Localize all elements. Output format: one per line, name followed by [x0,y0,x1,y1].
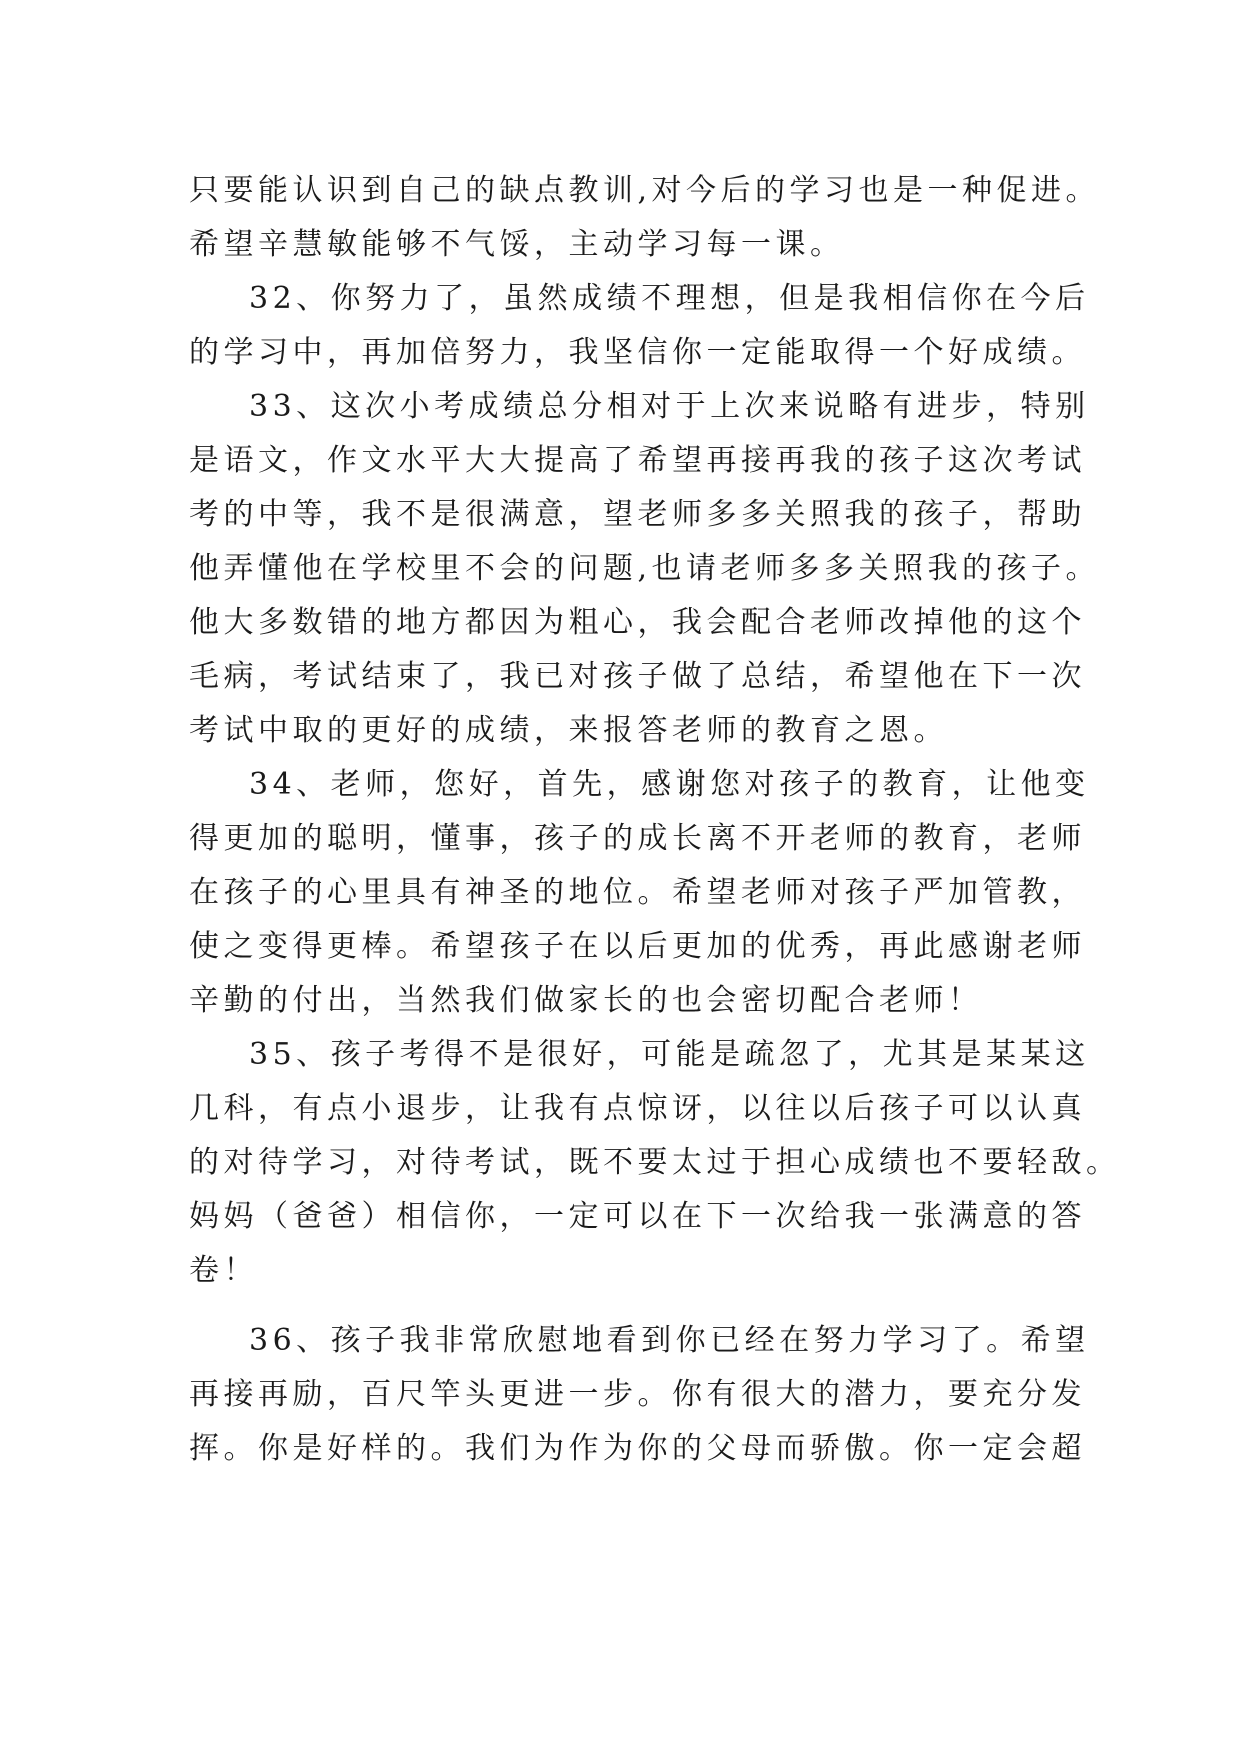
text-line: 妈妈（爸爸）相信你，一定可以在下一次给我一张满意的答 [189,1199,1086,1234]
text-line: 考的中等，我不是很满意，望老师多多关照我的孩子，帮助 [189,497,1086,532]
text-line: 得更加的聪明，懂事，孩子的成长离不开老师的教育，老师 [189,821,1086,856]
paragraph-32-start: 32、你努力了，虽然成绩不理想，但是我相信你在今后 [249,281,1090,316]
text-line: 是语文，作文水平大大提高了希望再接再我的孩子这次考试 [189,443,1086,478]
text-line: 挥。你是好样的。我们为作为你的父母而骄傲。你一定会超 [189,1431,1086,1466]
paragraph-36-start: 36、孩子我非常欣慰地看到你已经在努力学习了。希望 [249,1323,1090,1358]
text-line: 再接再励，百尺竿头更进一步。你有很大的潜力，要充分发 [189,1377,1086,1412]
text-line: 的对待学习，对待考试，既不要太过于担心成绩也不要轻敌。 [189,1145,1121,1180]
paragraph-33-start: 33、这次小考成绩总分相对于上次来说略有进步，特别 [249,389,1090,424]
text-line: 毛病，考试结束了，我已对孩子做了总结，希望他在下一次 [189,659,1086,694]
text-line: 卷！ [189,1253,258,1288]
text-line: 他大多数错的地方都因为粗心，我会配合老师改掉他的这个 [189,605,1086,640]
text-body [189,164,1121,1476]
text-line: 在孩子的心里具有神圣的地位。希望老师对孩子严加管教， [189,875,1086,910]
text-line: 使之变得更棒。希望孩子在以后更加的优秀，再此感谢老师 [189,929,1086,964]
text-line: 几科，有点小退步，让我有点惊讶，以往以后孩子可以认真 [189,1091,1086,1126]
paragraph-34-start: 34、老师，您好，首先，感谢您对孩子的教育，让他变 [249,767,1090,802]
text-line: 考试中取的更好的成绩，来报答老师的教育之恩。 [189,713,948,748]
text-line: 辛勤的付出，当然我们做家长的也会密切配合老师！ [189,983,983,1018]
text-line: 他弄懂他在学校里不会的问题,也请老师多多关照我的孩子。 [189,551,1101,586]
text-line: 希望辛慧敏能够不气馁，主动学习每一课。 [189,227,845,262]
text-line: 的学习中，再加倍努力，我坚信你一定能取得一个好成绩。 [189,335,1086,370]
paragraph-35-start: 35、孩子考得不是很好，可能是疏忽了，尤其是某某这 [249,1037,1090,1072]
text-line: 只要能认识到自己的缺点教训,对今后的学习也是一种促进。 [189,173,1101,208]
